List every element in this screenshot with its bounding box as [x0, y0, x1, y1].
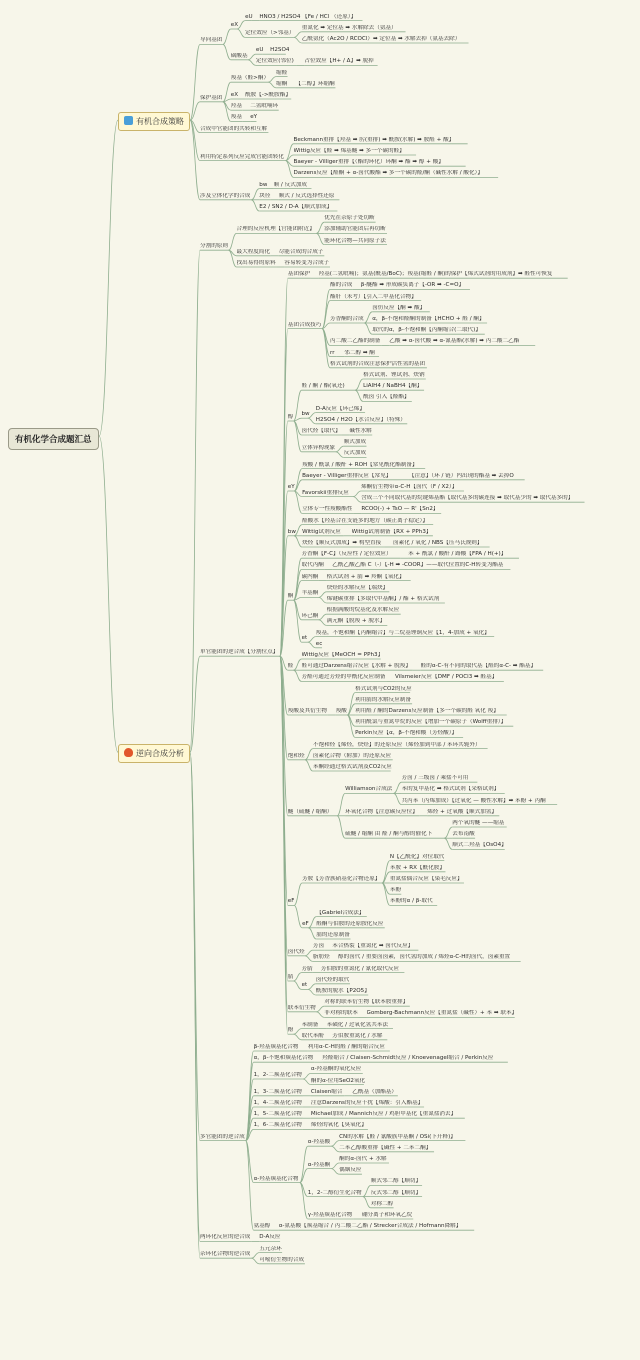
map-node-d5[interactable]: Vilsmeier反应【DMF / POCl3 ➡ 醛基】 [395, 674, 498, 681]
map-node-d5[interactable]: 烯键碳重排【多取代甲基酮】/ 酯 + 格式试剂 [326, 596, 440, 602]
map-node-d3[interactable]: 羧酸及其衍生物 [287, 708, 327, 714]
map-node-d4[interactable]: 缩醛 [276, 69, 288, 76]
fire-icon [124, 748, 133, 757]
connector-line [308, 984, 316, 990]
map-node-d3[interactable]: D-A反应 [259, 1234, 281, 1241]
connector-line [444, 827, 452, 838]
map-node-d5[interactable]: 顺式邻二醇【顺切】 [370, 1178, 422, 1185]
map-node-d4[interactable]: 醛 / 酮 / 酯(氧还) [301, 383, 345, 390]
map-node-d3[interactable]: eX [230, 22, 239, 28]
map-node-d3[interactable]: 合理的反应机理【官能团附近】 [236, 226, 315, 233]
map-node-d4[interactable]: 醛酸水【羟基合在支链多的地方（碳正离子稳定）】 [302, 517, 428, 524]
map-node-d3[interactable]: 磺酸基 [230, 52, 248, 59]
connector-line [331, 1163, 339, 1169]
map-node-d5[interactable]: 乙酸 ➡ α-卤代酸 ➡ α-氰基酯(水解) ➡ 丙二酸二乙酯 [389, 338, 520, 345]
map-node-d5[interactable]: H2SO4 / H2O【水合反应】（特殊） [315, 416, 406, 423]
branch-label: 逆向合成分析 [136, 749, 184, 759]
map-node-d3[interactable]: 最大程度简化 [236, 248, 271, 255]
connector-line [305, 956, 313, 962]
map-node-d5[interactable]: 利用醛 / 酮的Darzens反应制备【多一个碳的醛 氧化 羧】 [355, 708, 499, 714]
connector-line [294, 37, 302, 43]
map-node-d4[interactable]: 格式试剂的合成注意保护活性氢的基团 [330, 360, 426, 367]
map-node-d5[interactable]: HNO3 / H2SO4 【Fe / HCl （还原）】 [259, 13, 357, 20]
map-node-d4[interactable]: 苯制备 [301, 1021, 319, 1028]
map-node-d3[interactable]: eF [287, 898, 295, 905]
send-icon [124, 116, 133, 125]
connector-line [99, 436, 118, 752]
map-node-d5[interactable]: 邻二醇 ➡ 酮 [344, 349, 375, 356]
map-node-d4[interactable]: Favorskii重排反应 [302, 489, 349, 496]
map-node-d3[interactable]: 联苯衍生物 [287, 1004, 316, 1011]
map-node-d4[interactable]: α-羟基酮的氧化反应 [310, 1066, 362, 1073]
map-node-d5[interactable]: 卤代烃的取代 [315, 976, 350, 983]
map-node-d4[interactable]: Wittig反应【MeOCH = PPh3】 [301, 652, 384, 658]
connector-line [294, 981, 302, 989]
map-node-d5[interactable]: 羧基，不饱和酮【丙酮缩合】与二烷基锂铜反应【1，4-加成 + 氧化】 [315, 629, 490, 636]
connector-line [300, 1146, 308, 1182]
map-node-d5[interactable]: 苯的复甲基化 ➡ 格式试剂【采格试剂】 [401, 786, 500, 793]
map-node-d3[interactable]: α-羟基羰基化合物 [253, 1175, 299, 1182]
map-node-d4[interactable]: 能环化合物—共同原子法 [324, 237, 386, 244]
connector-line [248, 60, 256, 66]
branch-label: 有机合成策略 [136, 117, 184, 127]
map-node-d4[interactable]: 非对称的联苯 [324, 1010, 358, 1017]
map-node-d5[interactable]: 【Gabriel合成法】 [316, 909, 365, 916]
map-node-d4[interactable]: 羟基(二氢吡喃)；氨基(酰基/BoC)；羧基(缩醛 / 酮)的保护【烯式试剂的用成剂】➡ 醛性可恢复 [318, 271, 553, 278]
map-node-d3[interactable]: 1，6-二羰基化合物 [253, 1122, 302, 1129]
map-node-d5[interactable]: 重氮盐偶合反应【染毛反应】 [389, 876, 463, 882]
map-node-d3[interactable]: 找出易得的原料 [236, 260, 276, 266]
map-node-d5[interactable]: β-醚酯 ➡ 形成碳负离子【-OR ➡ -C=O】 [360, 282, 465, 289]
map-node-d2[interactable]: 单官能团的逆合成【分割位点】 [200, 649, 279, 656]
map-node-d5[interactable]: 卤素化 / 氧化 / NBS【压马氏规则】 [393, 540, 483, 546]
map-node-d5[interactable]: 【二醇】环缩酮 [295, 80, 335, 87]
connector-line [305, 760, 313, 771]
map-node-d4[interactable]: 利用α-C-H的醛 / 酮的缩合反应 [307, 1044, 385, 1050]
connector-line [294, 558, 302, 600]
connector-line [303, 1073, 311, 1079]
map-node-d4[interactable]: 优先在杂原子处切断 [324, 215, 375, 222]
connector-line [382, 861, 390, 883]
connector-line [190, 752, 200, 1140]
map-node-d3[interactable]: 羟基 [230, 103, 242, 110]
connector-line [331, 1146, 339, 1152]
map-node-d5[interactable]: 芳伯胺的重氮化 / 氰化取代反应 [320, 965, 400, 972]
map-node-d5[interactable]: 利用腈的水解反应制备 [355, 696, 412, 703]
map-node-d2[interactable]: 保护基团 [200, 94, 223, 101]
map-node-d5[interactable]: α，β-不饱和醛酮的制备【HCHO + 醛 / 酮】 [372, 316, 485, 322]
map-node-d4[interactable]: 顺 / 反式加成 [273, 181, 307, 188]
map-node-d5[interactable]: Gomberg-Bachmann反应【重氮盐（碱性）+ 苯 ➡ 联苯】 [366, 1010, 518, 1017]
connector-line [347, 693, 355, 715]
map-node-d4[interactable]: 芳醛可通过芳烃的甲酰化反应制备 [301, 674, 386, 681]
map-node-d3[interactable]: bw [259, 181, 268, 188]
connector-line [394, 793, 402, 804]
connector-line [294, 670, 302, 681]
root-node[interactable] [8, 428, 99, 450]
map-node-d5[interactable]: LiAlH4 / NaBH4【酮】 [363, 383, 423, 390]
map-node-d3[interactable]: 基团保护 [287, 271, 311, 278]
connector-line [251, 189, 259, 200]
map-node-d4[interactable]: 酰胺【->酰胺酯】 [245, 92, 291, 98]
connector-line [237, 29, 245, 37]
map-node-d3[interactable]: 羧基 [230, 114, 242, 121]
connector-line [308, 928, 316, 939]
map-node-d3[interactable]: E2 / SN2 / D-A【顺式加成】 [259, 204, 333, 210]
map-node-d4[interactable]: eF [302, 920, 309, 927]
map-node-d5[interactable]: 烯酮衍生物带α-C-H【卤代（F / X2）】 [361, 484, 458, 490]
map-node-d4[interactable]: 酮的α-位用SeO2氧化 [310, 1077, 366, 1084]
map-node-d5[interactable]: 满元酮【脱羧 + 脱水】 [326, 618, 386, 625]
map-node-d3[interactable]: α，β-不饱和羰基化合物 [253, 1055, 314, 1062]
connector-line [316, 233, 324, 244]
map-node-d4[interactable]: Wittig试剂反应 [302, 528, 341, 535]
map-node-d3[interactable]: 基团合成技巧 [287, 321, 322, 328]
map-node-d5[interactable]: 碱性水解 [349, 428, 372, 434]
connector-line [294, 469, 302, 491]
connector-line [303, 1079, 311, 1085]
map-node-d4[interactable]: 卤代烃【取代】 [301, 428, 341, 434]
connector-line [363, 1197, 371, 1208]
map-node-d5[interactable]: 利用酰氯与重氮甲烷的反应【增加一个碳原子（Wolff重排）】 [355, 719, 507, 726]
map-node-d4[interactable]: 芳胺【芳香族硝基化合物还原】 [302, 876, 381, 882]
connector-line [337, 816, 345, 838]
map-node-d4[interactable]: 二氢吡喃环 [250, 103, 279, 110]
connector-line [394, 782, 402, 793]
connector-line [294, 659, 302, 670]
map-node-d4[interactable]: 硫醚 / 缩酮 由 醛 / 酮与醇的催化下 [345, 831, 433, 838]
root-label: 有机化学合成题汇总 [15, 435, 92, 446]
connector-line [294, 1029, 302, 1035]
map-node-d5[interactable]: 顺式二羟基【OsO4】 [452, 842, 507, 849]
map-node-d5[interactable]: 芳伯胺重氮化 / 水解 [332, 1032, 383, 1039]
connector-line [319, 614, 327, 620]
map-node-d5[interactable]: 苯酚 [389, 887, 402, 894]
map-node-d3[interactable]: 腈 [287, 974, 294, 980]
map-node-d5[interactable]: 硼分离子和环氧乙烷 [361, 1212, 413, 1218]
map-node-d5[interactable]: 根据满酸的烷基化及水解反应 [326, 607, 400, 614]
map-node-d4[interactable]: 醛可通过Darzens缩合反应【水解 + 脱羧】 [301, 663, 411, 670]
map-node-d5[interactable]: 醇的卤代 / 重要卤卤素，卤代氢的加成 / 烯烃α-C-H的卤代，卤素重置 [338, 954, 511, 961]
map-node-d5[interactable]: D-A反应【环己烯】 [315, 405, 365, 412]
connector-line [246, 1141, 254, 1183]
map-node-d4[interactable]: 碳内酮 [301, 573, 319, 580]
connector-line [251, 1258, 259, 1264]
map-node-d3[interactable]: β-羟基羰基化合物 [253, 1044, 299, 1050]
connector-line [336, 452, 344, 458]
map-node-d4[interactable]: bw [301, 411, 310, 418]
map-node-d5[interactable]: H2SO4 [270, 47, 290, 54]
map-node-d2[interactable]: 杂环化合物的逆合成 [200, 1251, 251, 1258]
map-node-d3[interactable]: Beckmann重排【羟基 ➡ 肟(重排) ➡ 酰胺(水解) ➡ 胺醛 + 酸】 [293, 136, 455, 143]
map-node-d3[interactable]: 1，3-二羰基化合物 [253, 1088, 302, 1095]
connector-line [294, 600, 302, 642]
map-node-d3[interactable]: Wittig反应【醛 ➡ 烯基醚 ➡ 多一个碳的醛】 [293, 148, 405, 154]
connector-line [353, 497, 361, 503]
map-node-d4[interactable]: 卤素化合物（附加）的还原反应 [312, 752, 392, 759]
map-node-d4[interactable]: Williamson合成法 [345, 786, 393, 793]
map-node-d5[interactable]: 芳卤 / 三级卤 / 乘盐不可用 [401, 775, 469, 782]
map-node-d4[interactable]: 1，2-二醇衍生化合物 [307, 1189, 362, 1196]
connector-line [319, 597, 327, 603]
connector-line [353, 491, 361, 497]
map-node-d5[interactable]: 格式试剂与CO2的反应 [355, 685, 412, 692]
map-node-d4[interactable]: 立体异构现象 [301, 444, 336, 451]
map-node-d3[interactable]: 可嘧衍生物的合成 [259, 1256, 305, 1263]
map-node-d5[interactable]: CN的水解【醛 / 氰酸族甲基酮 / OSi(下开释)】 [339, 1133, 456, 1140]
map-node-d5[interactable]: 反式加成 [343, 450, 367, 457]
map-node-d5[interactable]: 格式试剂、锂试剂、炔钠 [363, 372, 425, 378]
connector-line [355, 379, 363, 390]
map-node-d4[interactable]: et [301, 635, 308, 642]
connector-line [382, 883, 390, 905]
connector-line [347, 715, 355, 737]
map-node-d3[interactable]: eX [230, 92, 239, 98]
map-node-d4[interactable]: et [301, 982, 308, 989]
map-node-d3[interactable]: 羧基（醛>酮） [230, 75, 270, 82]
connector-line [223, 102, 231, 122]
connector-line [190, 752, 200, 1258]
map-node-d4[interactable]: eU [255, 47, 264, 54]
map-node-d4[interactable]: 酯的合成 [330, 282, 353, 289]
map-node-d3[interactable]: 五元杂环 [259, 1245, 282, 1252]
map-node-d3[interactable]: 酮 [287, 593, 294, 600]
map-node-d5[interactable]: 乙酰基（加酯基） [352, 1088, 398, 1095]
map-node-d4[interactable]: 注意Darzens的反应干扰【烯酸：引入酯基】 [310, 1100, 424, 1106]
connector-line [294, 569, 302, 600]
connector-line [300, 1183, 308, 1219]
connector-line [322, 329, 330, 368]
map-node-d3[interactable]: 氨基醇 [253, 1223, 271, 1230]
connector-line [294, 883, 302, 905]
connector-line [316, 1006, 324, 1012]
connector-line [237, 21, 245, 29]
map-node-d4[interactable]: 丙二酸二乙酯的制备 [330, 338, 381, 345]
map-node-d5[interactable]: 偶姻反应 [339, 1167, 362, 1174]
connector-line [268, 82, 276, 88]
connector-line [99, 120, 118, 436]
map-node-d4[interactable]: 取代丙酮 [301, 562, 324, 569]
map-node-d5[interactable]: 对称二醇 [370, 1200, 394, 1207]
map-node-d5[interactable]: 苯胺 + RX【酰化胺】 [389, 864, 445, 871]
map-node-d4[interactable]: 羧酸 / 酰氯 / 酸酐 + ROH【常见酰化酯制备】 [302, 461, 418, 468]
connector-line [251, 1253, 259, 1259]
map-node-d3[interactable]: Baeyer - Villiger重排【（酯的环化）环酮 ➡ 酯 ➡ 醇 + 酸】 [293, 159, 444, 166]
map-node-d5[interactable]: 取代的α，β-不饱和酮【丙酮缩合(二取代)】 [372, 327, 481, 334]
map-node-d3[interactable]: 醚（硫醚 / 缩酮） [287, 808, 333, 815]
map-node-d5[interactable]: 烯烃 + 过氧酸【顺式加氢】 [427, 808, 497, 815]
map-node-d4[interactable]: α-羟基酮 [307, 1161, 331, 1168]
connector-line [331, 1169, 339, 1175]
map-node-d4[interactable]: γ-羟基羰基化合物 [307, 1212, 353, 1218]
map-node-d4[interactable]: 立体专一性羧酸酯性 [302, 506, 353, 513]
map-node-d4[interactable]: 脂肪烃 [312, 954, 330, 961]
map-node-d5[interactable]: 腈的还原制备 [316, 932, 350, 938]
connector-line [322, 301, 330, 329]
map-node-d4[interactable]: 尽能合成的合成子 [278, 248, 324, 255]
map-node-d4[interactable]: α-氨基酸【羰基缩合 / 丙二酸二乙酯 / Strecker合成法 / Hofmann降解】 [278, 1223, 462, 1230]
connector-line [294, 421, 302, 452]
map-node-d5[interactable]: 去布南酸 [452, 831, 475, 838]
map-node-d4[interactable]: 芳腈 [301, 965, 313, 972]
map-node-d4[interactable]: Michael加成 / Mannich反应 / 鸡胆甲基化【重氮盐消去】 [310, 1111, 457, 1118]
map-node-d5[interactable]: 炔烃的水解反应【端炔】 [326, 584, 389, 591]
map-node-d2[interactable]: 合成中官能团的共转和互解 [200, 125, 268, 132]
map-node-d4[interactable]: 容易转变为合成子 [284, 260, 330, 266]
map-node-d5[interactable]: 酮的α-卤代 + 水解 [339, 1156, 387, 1162]
map-node-d4[interactable]: 芳香酮【F-C】（反应性 / 定位效应） [301, 551, 392, 558]
map-node-d2[interactable]: 分割的原则 [200, 243, 228, 250]
connector-line [308, 418, 316, 424]
map-node-d3[interactable]: 饱和烃 [287, 752, 305, 759]
connector-line [336, 446, 344, 452]
map-node-d4[interactable]: 芳卤 [312, 943, 325, 950]
map-node-d3[interactable]: 1，5-二羰基化合物 [253, 1111, 302, 1118]
connector-line [294, 973, 302, 981]
map-node-d3[interactable]: bw [287, 528, 296, 535]
connector-line [223, 29, 231, 44]
connector-line [223, 44, 231, 59]
map-node-d4[interactable]: 定位效应（>邻基） [245, 30, 295, 37]
map-node-d2[interactable]: 利用特定系列反应完成官能团转化 [200, 153, 284, 160]
map-node-d5[interactable]: 含成三个不同取代基的烷键烯基酯【取代基多的碳连接 ➡ 取代基少的 ➡ 取代基多的】 [361, 495, 574, 502]
connector-line [190, 250, 200, 752]
connector-line [294, 32, 302, 38]
connector-line [308, 917, 316, 928]
branch-retrosynthesis[interactable] [118, 744, 190, 763]
map-node-d4[interactable]: rr [330, 349, 335, 356]
connector-line [190, 44, 200, 120]
map-node-d4[interactable]: Baeyer - Villiger重排反应【常见】 [302, 472, 392, 479]
connector-line [364, 312, 372, 323]
map-node-d5[interactable]: 重氮化 ➡ 定位基 ➡ 水解除去（氨基） [301, 24, 397, 31]
map-node-d5[interactable]: 反式邻二醇【顺切】 [370, 1189, 422, 1196]
connector-line [316, 222, 324, 233]
map-node-d5[interactable]: RCOO(-) + TsO — R'【Sn2】 [361, 506, 439, 513]
map-node-d4[interactable]: 苯酮经通过格式试剂及CO2反应 [312, 764, 392, 770]
map-node-d4[interactable]: 顺式 / 反式选择性还原 [278, 192, 335, 199]
connector-line [444, 838, 452, 849]
map-node-d2[interactable]: 涉及立体化学的合成 [200, 192, 251, 199]
map-node-d5[interactable]: 苯酚的α / β-取代 [389, 898, 433, 905]
map-node-d4[interactable]: 添加辅助官能团后再切断 [324, 226, 386, 233]
map-node-d4[interactable]: eY [250, 114, 258, 121]
map-node-d5[interactable]: 醛酮与伯胺的还原胺化反应 [316, 920, 384, 927]
connector-line [248, 54, 256, 60]
map-node-d5[interactable]: ec [315, 640, 323, 647]
map-node-d2[interactable]: 导向基团 [200, 37, 223, 44]
connector-line [337, 793, 345, 815]
map-node-d5[interactable]: 乙酰乙酸乙酯 C（-）【-H ➡ -COOR】——取代位置的C-H转变为酯基 [332, 562, 504, 569]
connector-line [319, 592, 327, 598]
map-node-d5[interactable]: Perkin反应【α，β-不饱和酸（芳烃酸）】 [355, 730, 458, 737]
map-node-d5[interactable]: 顺式加成 [343, 439, 367, 446]
map-node-d4[interactable]: 取代苯酚 [301, 1032, 324, 1039]
map-node-d5[interactable]: 占位效应【H+ / Δ】➡ 脱掉 [304, 58, 374, 65]
map-node-d5[interactable]: 苯合热裂【重氮化 ➡ 卤代反应】 [332, 943, 414, 950]
map-node-d3[interactable]: Darzens反应【醛酮 + α-卤代酸酯 ➡ 多一个碳的醛/酮（碱性水解 / 酸化）】 [293, 170, 483, 177]
map-node-d4[interactable]: 环氧化合物【注意碳反应位】 [345, 808, 418, 815]
map-node-d3[interactable]: 1，2-二羰基化合物 [253, 1072, 302, 1078]
branch-synthesis-strategy[interactable] [118, 112, 190, 131]
map-node-d4[interactable]: 羊基酮 [301, 590, 319, 597]
connector-line [355, 390, 363, 401]
map-node-d5[interactable]: 卤仿反应【酮 ➡ 酸】 [372, 304, 426, 311]
connector-line [322, 329, 330, 357]
connector-line [305, 749, 313, 760]
connector-line [229, 233, 237, 250]
map-node-d5[interactable]: 两个氧的醚 ——缩基 [452, 820, 505, 826]
map-node-d4[interactable]: 缩酮 [276, 80, 288, 87]
map-node-d3[interactable]: eY [287, 484, 295, 490]
map-node-d4[interactable]: α-羟基酸 [307, 1139, 331, 1146]
connector-line [364, 323, 372, 334]
connector-line [294, 1034, 302, 1040]
map-node-d4[interactable]: 定位效应(邻位) [255, 58, 294, 65]
connector-line [322, 289, 330, 328]
map-node-d4[interactable]: 酯肝（未考）【引入二甲基化合物】 [330, 293, 417, 300]
connector-line [331, 1141, 339, 1147]
map-node-d4[interactable]: 羟醛缩合 / Claisen-Schmidt反应 / Knoevenagel缩合 / Perkin反应 [322, 1055, 494, 1062]
map-node-d5[interactable]: 苯 + 酰氯 / 酸酐 / 路酸【FPA / H(+)】 [408, 551, 507, 558]
connector-line [294, 536, 302, 547]
map-node-d4[interactable]: 烯烃的氧化【臭氧化】 [310, 1122, 367, 1129]
connector-line [246, 1141, 254, 1231]
map-node-d5[interactable]: 二苯乙醇酸重排【碱性 + 二苯二酮】 [339, 1144, 432, 1151]
map-node-d4[interactable]: eU [245, 13, 253, 20]
map-node-d5[interactable]: 酰胺的脱水【P2O5】 [315, 988, 370, 994]
connector-line [251, 200, 259, 211]
map-node-d3[interactable]: 醛 [287, 663, 294, 670]
map-node-d3[interactable]: 1，4-二羰基化合物 [253, 1100, 302, 1106]
map-node-d4[interactable]: 环己酮 [301, 612, 319, 619]
map-node-d4[interactable]: Claisen缩合 [310, 1088, 343, 1095]
map-node-d2[interactable]: 多官能团的逆合成 [200, 1133, 245, 1140]
connector-line [308, 989, 316, 995]
connector-line [308, 637, 316, 643]
map-node-d5[interactable]: 【注意】（环 / 链）内出现的酯基 ➡ 丢掉O [408, 472, 514, 479]
connector-line [316, 1012, 324, 1018]
connector-line [294, 390, 302, 421]
map-node-d3[interactable]: 醇 [287, 414, 294, 420]
map-node-d5[interactable]: 共丙苯（丙烯加成）【过氧化 — 酸性水解】➡ 苯酚 + 丙酮 [401, 797, 546, 804]
connector-line [294, 905, 302, 927]
connector-line [319, 620, 327, 626]
map-node-d5[interactable]: 格式试剂 + 腈 ➡ 羚酮【氧化】 [326, 573, 405, 580]
map-node-d5[interactable]: 乙酰氨化（Ac2O / RCOCl）➡ 定位基 ➡ 水解去掉（氨基去除） [301, 36, 461, 42]
map-node-d3[interactable]: 块径 [259, 192, 271, 199]
map-node-d4[interactable]: 芳香酮的合成 [330, 316, 364, 322]
map-node-d5[interactable]: 醛的α-C-有不同的取代基【醛的α-C- ➡ 酯基】 [420, 663, 537, 670]
connector-line [308, 642, 316, 648]
connector-line [268, 77, 276, 83]
map-node-d5[interactable]: N【乙酰化】对位取代 [389, 853, 445, 860]
map-node-d3[interactable]: 酚 [287, 1027, 294, 1034]
map-node-d4[interactable]: 对称的联苯衍生物【联苯胺重排】 [324, 999, 409, 1006]
map-node-d4[interactable]: 羧酸 [335, 708, 347, 714]
map-node-d2[interactable]: 两环化反应的逆合成 [200, 1234, 251, 1241]
map-node-d3[interactable]: 卤代烃 [287, 948, 305, 955]
connector-line [363, 1185, 371, 1196]
map-node-d5[interactable]: Wittig试剂制备【RX + PPh3】 [351, 528, 432, 535]
connector-line [305, 950, 313, 956]
map-node-d4[interactable]: 炔烃【顺反式加成】➡ 构型直接 [302, 540, 382, 546]
map-node-d5[interactable]: 苯磺化 / 过氧化氢共苯法 [326, 1021, 388, 1028]
map-node-d5[interactable]: 酰卤 引入【醛酯】 [363, 394, 410, 401]
map-node-d4[interactable]: 不饱和烃【烯烃，炔烃】的还原反应（烯烃加到中部 / 苯环共轭外） [312, 741, 481, 748]
